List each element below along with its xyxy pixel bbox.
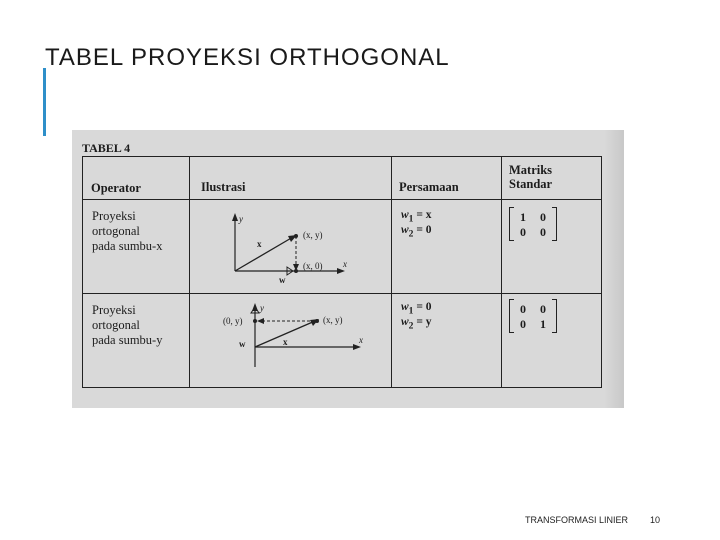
row1-vector-x-label: x: [257, 239, 262, 249]
header-operator: Operator: [91, 181, 141, 195]
row2-axis-x-label: x: [359, 335, 363, 345]
slide-title: TABEL PROYEKSI ORTHOGONAL: [45, 44, 450, 71]
column-divider: [189, 157, 190, 387]
page-number: 10: [650, 515, 661, 525]
row1-axis-x-label: x: [343, 259, 347, 269]
row2-vector-w-label: w: [239, 339, 246, 349]
row2-projected-point-label: (0, y): [223, 316, 243, 326]
column-divider: [391, 157, 392, 387]
row2-equation-1: $w_1 = 0$: [401, 301, 432, 317]
row-divider: [83, 293, 601, 294]
row2-axis-y-label: y: [260, 303, 264, 313]
row1-axis-y-label: y: [239, 214, 243, 224]
row2-equation-2: $w_2 = y$: [401, 316, 432, 332]
row1-projected-point-label: (x, 0): [303, 261, 323, 271]
footer-text: TRANSFORMASI LINIER: [524, 515, 628, 525]
header-matriks-line1: Matriks: [509, 163, 553, 177]
header-ilustrasi: Ilustrasi: [201, 180, 246, 194]
row1-operator-line1: Proyeksi: [92, 209, 136, 223]
scanned-table-image: [72, 130, 624, 408]
row1-equation-2: $w_2 = 0$: [401, 224, 432, 240]
row1-operator-line3: pada sumbu-x: [92, 239, 163, 253]
row1-operator-line2: ortogonal: [92, 224, 140, 238]
row1-vector-w-label: w: [279, 275, 286, 285]
header-matriks-line2: Standar: [509, 177, 553, 191]
row1-equation-1: $w_1 = x$: [401, 209, 432, 225]
row2-standard-matrix: 0 0 0 1: [509, 299, 557, 333]
row2-illustration: [217, 299, 377, 376]
table-caption: TABEL 4: [82, 141, 131, 155]
row1-standard-matrix: 1 0 0 0: [509, 207, 557, 241]
row1-illustration: [223, 213, 373, 290]
row2-operator-line3: pada sumbu-y: [92, 333, 163, 347]
column-divider: [501, 157, 502, 387]
row2-vector-x-label: x: [283, 337, 288, 347]
row2-operator-line1: Proyeksi: [92, 303, 136, 317]
row1-point-label: (x, y): [303, 230, 323, 240]
title-accent-bar: [43, 68, 46, 136]
projection-table: [82, 156, 602, 388]
header-divider: [83, 199, 601, 200]
row2-operator-line2: ortogonal: [92, 318, 140, 332]
header-persamaan: Persamaan: [399, 180, 459, 194]
row2-point-label: (x, y): [323, 315, 343, 325]
